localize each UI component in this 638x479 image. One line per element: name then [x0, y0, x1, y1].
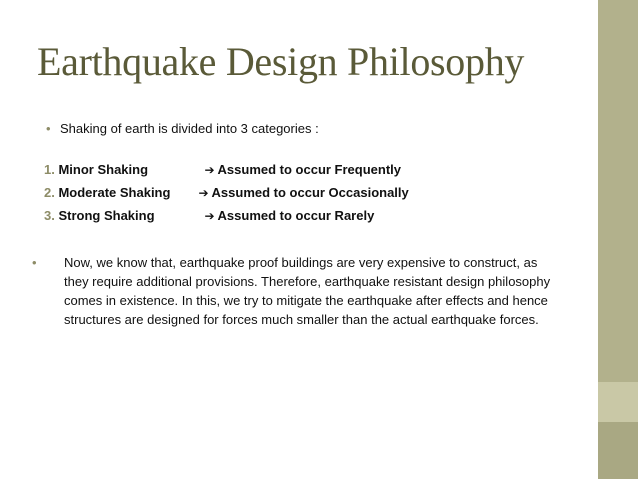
category-name: Moderate Shaking: [58, 185, 171, 200]
explanation-paragraph: [32, 253, 552, 329]
category-number: 3.: [44, 208, 55, 223]
category-name: Minor Shaking: [58, 162, 149, 177]
bullet-dot-icon: •: [32, 255, 37, 270]
bullet-dot-icon: •: [46, 121, 51, 136]
side-strip-band-middle: [598, 382, 638, 422]
category-item-minor: [44, 160, 401, 180]
category-description: Assumed to occur Frequently: [217, 162, 402, 177]
category-number: 2.: [44, 185, 55, 200]
category-item-strong: [44, 206, 374, 226]
arrow-right-icon: ➔: [198, 186, 209, 200]
category-description: Assumed to occur Rarely: [217, 208, 375, 223]
category-item-moderate: [44, 183, 409, 203]
category-number: 1.: [44, 162, 55, 177]
side-strip-band-bottom: [598, 422, 638, 479]
intro-text: Shaking of earth is divided into 3 categories :: [60, 121, 319, 136]
intro-bullet-item: [46, 121, 319, 136]
category-name: Strong Shaking: [58, 208, 155, 223]
side-strip-band-top: [598, 0, 638, 382]
category-description: Assumed to occur Occasionally: [211, 185, 409, 200]
slide-title: Earthquake Design Philosophy: [37, 39, 525, 84]
decorative-side-strip: [598, 0, 638, 479]
arrow-right-icon: ➔: [204, 209, 215, 223]
arrow-right-icon: ➔: [204, 163, 215, 177]
paragraph-text: Now, we know that, earthquake proof buildings are very expensive to construct, as they require additional provisions. Therefore, earthquake resistant design philosophy comes in existence. In this, we try to mitigate the earthquake after effects and hence structures are designed for forces much smaller than the actual earthquake forces.: [64, 255, 551, 327]
